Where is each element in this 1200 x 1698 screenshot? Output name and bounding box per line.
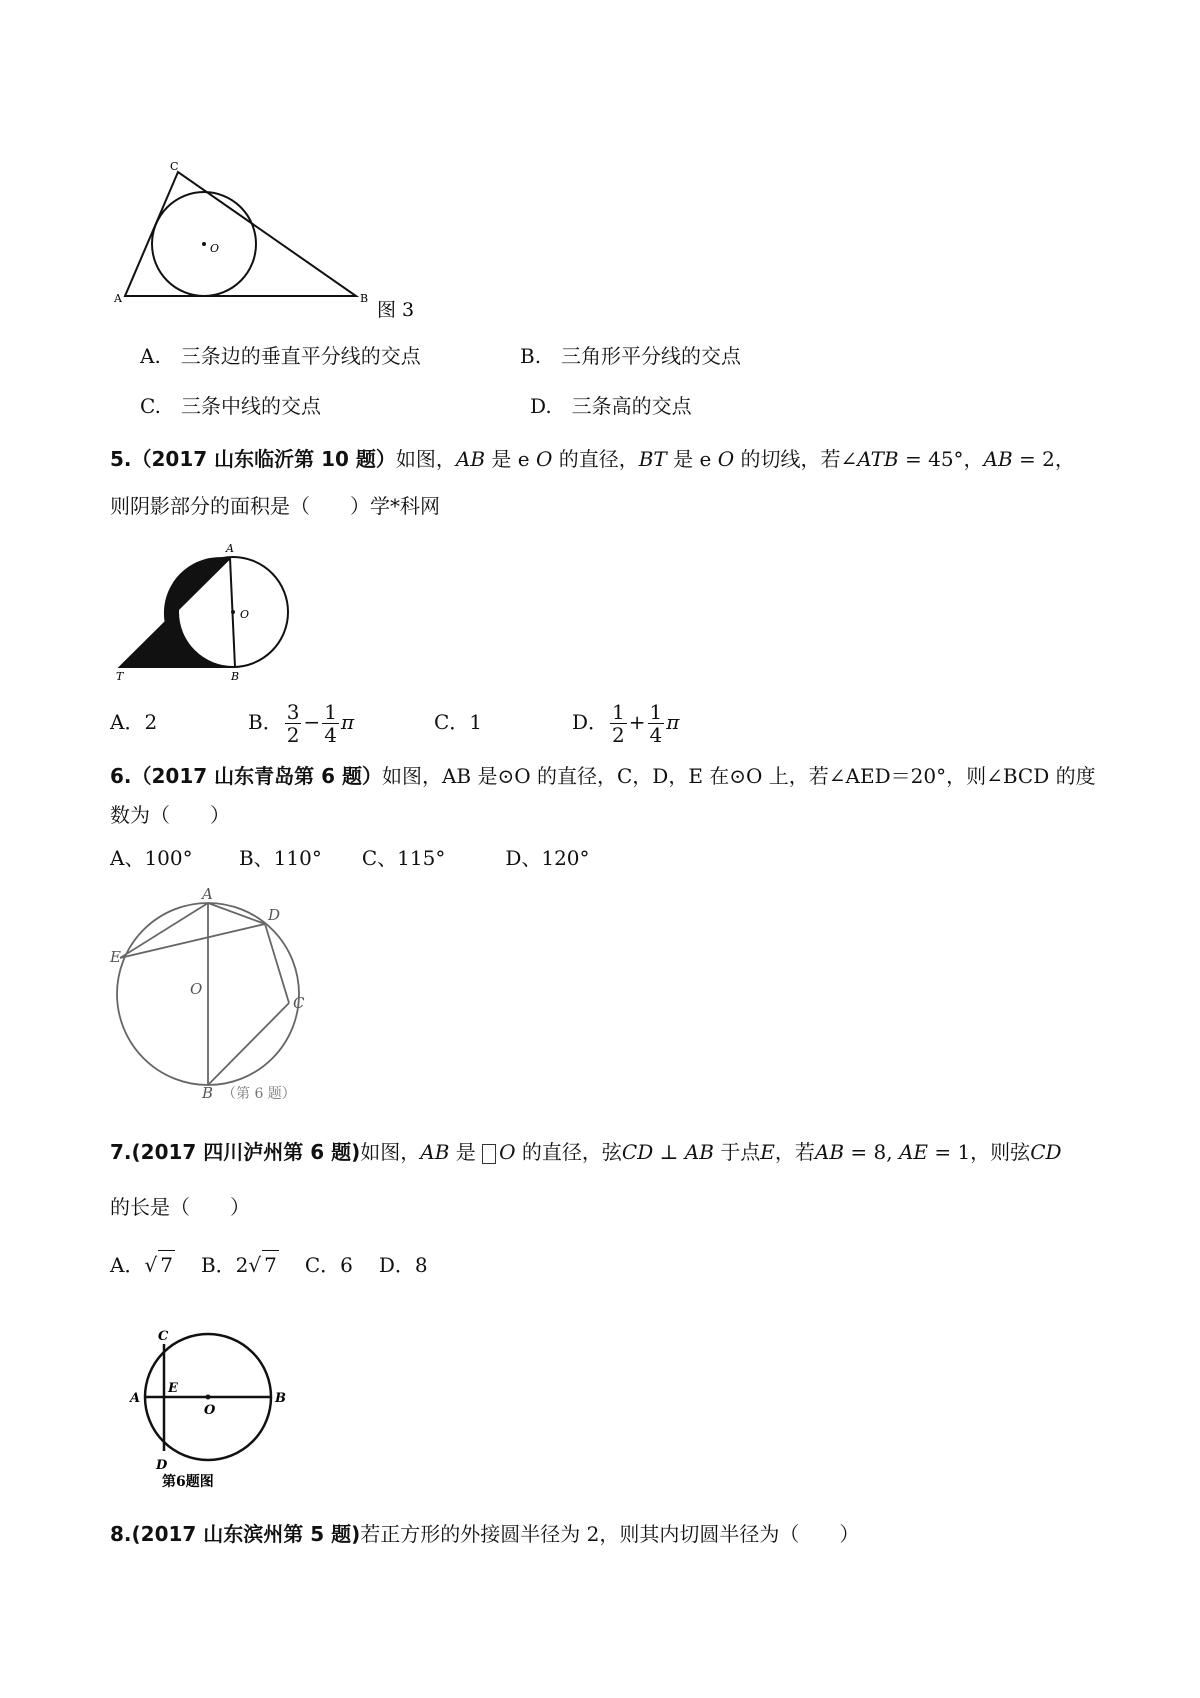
q6-fig-label-e: E — [110, 948, 121, 966]
q7-ab3: AB — [814, 1140, 845, 1164]
q5-option-b-frac1 — [285, 701, 302, 746]
q5-text-is2: 是 e — [666, 447, 718, 471]
q7-option-b-prefix: B．2 — [200, 1253, 249, 1277]
q6-source: （2017 山东青岛第 6 题） — [131, 764, 382, 788]
q5-fig-label-o: O — [240, 608, 250, 621]
q5-text-a: 如图， — [395, 447, 456, 471]
q7-source: (2017 四川泸州第 6 题) — [131, 1140, 361, 1164]
q7-option-b-radicand: 7 — [262, 1250, 279, 1279]
q5-ab2: AB — [983, 447, 1013, 471]
q4-option-b: B. 三角形平分线的交点 — [520, 344, 742, 368]
q6-fig-label-o: O — [190, 980, 203, 998]
q7-fig-label-o: O — [204, 1403, 216, 1418]
q7-perp: ⊥ — [653, 1140, 685, 1164]
q7-fig-label-a: A — [130, 1391, 141, 1406]
q8-number: 8. — [110, 1522, 132, 1546]
q5-d-num2: 1 — [649, 700, 663, 724]
q7-ab2: AB — [684, 1140, 714, 1164]
q5-source: （2017 山东临沂第 10 题） — [131, 447, 396, 471]
q5-b-num1: 3 — [286, 700, 300, 724]
q6-fig-label-d: D — [268, 906, 281, 924]
q7-eq1: = 1，则弦 — [927, 1140, 1031, 1164]
q5-o2: O — [717, 447, 735, 471]
q5-d-den1: 2 — [612, 723, 625, 747]
q5-d-num1: 1 — [612, 700, 625, 724]
q5-option-b — [248, 694, 354, 750]
q5-d-den2: 4 — [649, 723, 663, 747]
q7-foot: 于点 — [713, 1140, 761, 1164]
q7-option-c: C．6 — [304, 1253, 353, 1277]
q7-stem — [110, 1138, 1062, 1166]
q5-stem — [110, 445, 1075, 473]
q5-b-pi: π — [340, 710, 355, 734]
q5-d-op: + — [628, 710, 646, 734]
q7-fig-label-e: E — [168, 1381, 178, 1396]
q5-option-d-frac2 — [648, 701, 665, 746]
q5-figure — [110, 540, 300, 685]
q4-option-d: D. 三条高的交点 — [530, 394, 692, 418]
q5-option-d-frac1 — [610, 701, 627, 746]
q6-fig-label-a: A — [202, 886, 213, 903]
q7-option-a-radicand: 7 — [158, 1250, 175, 1279]
q7-option-a-prefix: A． — [110, 1253, 145, 1277]
q5-fig-label-t: T — [116, 670, 124, 683]
q7-eq: = 8, — [844, 1140, 899, 1164]
q5-option-d — [572, 694, 679, 750]
q6-text: 如图，AB 是⊙O 的直径，C，D，E 在⊙O 上，若∠AED＝20°，则∠BCD 的度 — [381, 764, 1096, 788]
fig3-label-o: O — [210, 242, 220, 255]
q7-options — [110, 1250, 428, 1279]
fig3-label-b: B — [360, 292, 369, 305]
q5-d-pi: π — [666, 710, 680, 734]
q6-number: 6. — [110, 764, 132, 788]
q5-atb: ATB — [857, 447, 899, 471]
q6-stem — [110, 762, 1096, 790]
q7-o: O — [499, 1140, 516, 1164]
q7-cond: ，若 — [774, 1140, 815, 1164]
q7-text-diam: 的直径，弦 — [515, 1140, 622, 1164]
q5-eq45: = 45°， — [898, 447, 984, 471]
q4-option-c: C. 三条中线的交点 — [140, 394, 321, 418]
circle-symbol-icon — [482, 1144, 496, 1164]
q5-text-is: 是 e — [485, 447, 536, 471]
q5-option-b-frac2 — [322, 701, 339, 746]
q7-fig-label-d: D — [156, 1458, 168, 1473]
q5-bt: BT — [638, 447, 667, 471]
q5-o: O — [535, 447, 553, 471]
q7-fig-label-b: B — [275, 1391, 286, 1406]
q7-option-d: D．8 — [378, 1253, 428, 1277]
q8-source: (2017 山东滨州第 5 题) — [131, 1522, 361, 1546]
fig3-label-a: A — [114, 292, 122, 305]
q5-ab: AB — [455, 447, 486, 471]
q7-ab: AB — [420, 1140, 450, 1164]
q7-number: 7. — [110, 1140, 132, 1164]
q7-ae: AE — [898, 1140, 928, 1164]
q5-text-diam: 的直径， — [552, 447, 639, 471]
q6-figure — [110, 886, 340, 1101]
q7-fig-caption: 第6题图 — [162, 1474, 214, 1490]
q5-b-op: − — [303, 710, 321, 734]
q5-option-d-prefix: D． — [572, 710, 609, 734]
q7-stem-line2: 的长是（ ） — [110, 1195, 250, 1219]
q5-fig-label-b: B — [231, 670, 240, 683]
q7-text-a: 如图， — [360, 1140, 421, 1164]
q6-fig-label-b: B — [202, 1084, 214, 1101]
q7-figure — [128, 1326, 298, 1491]
q5-text-tangent: 的切线，若∠ — [734, 447, 858, 471]
q7-cd2: CD — [1030, 1140, 1062, 1164]
q5-fig-label-a: A — [226, 542, 234, 555]
q5-eq2: = 2， — [1012, 447, 1075, 471]
q6-fig-label-c: C — [293, 994, 305, 1012]
q7-e: E — [760, 1140, 775, 1164]
q5-option-a: A．2 — [110, 710, 158, 734]
figure-3-incircle — [110, 160, 440, 330]
q5-option-b-prefix: B． — [248, 710, 283, 734]
q7-cd: CD — [621, 1140, 654, 1164]
q7-text-is: 是 — [449, 1140, 483, 1164]
q8-text: 若正方形的外接圆半径为 2，则其内切圆半径为（ ） — [360, 1522, 860, 1546]
q6-options: A、100° B、110° C、115° D、120° — [110, 846, 590, 870]
q5-b-num2: 1 — [324, 700, 337, 724]
q4-option-a: A. 三条边的垂直平分线的交点 — [140, 344, 421, 368]
q6-stem-line2: 数为（ ） — [110, 803, 230, 827]
fig3-label-c: C — [170, 160, 179, 173]
q7-fig-label-c: C — [158, 1329, 169, 1344]
q5-stem-line2: 则阴影部分的面积是（ ）学*科网 — [110, 494, 440, 518]
q6-fig-caption: （第 6 题） — [222, 1086, 296, 1101]
q5-option-c: C．1 — [434, 710, 483, 734]
sqrt-icon: √ — [248, 1253, 262, 1277]
q5-number: 5. — [110, 447, 132, 471]
q8-stem — [110, 1520, 859, 1548]
fig3-caption: 图 3 — [377, 299, 415, 321]
q5-b-den2: 4 — [324, 723, 337, 747]
q5-b-den1: 2 — [286, 723, 300, 747]
sqrt-icon: √ — [144, 1253, 158, 1277]
